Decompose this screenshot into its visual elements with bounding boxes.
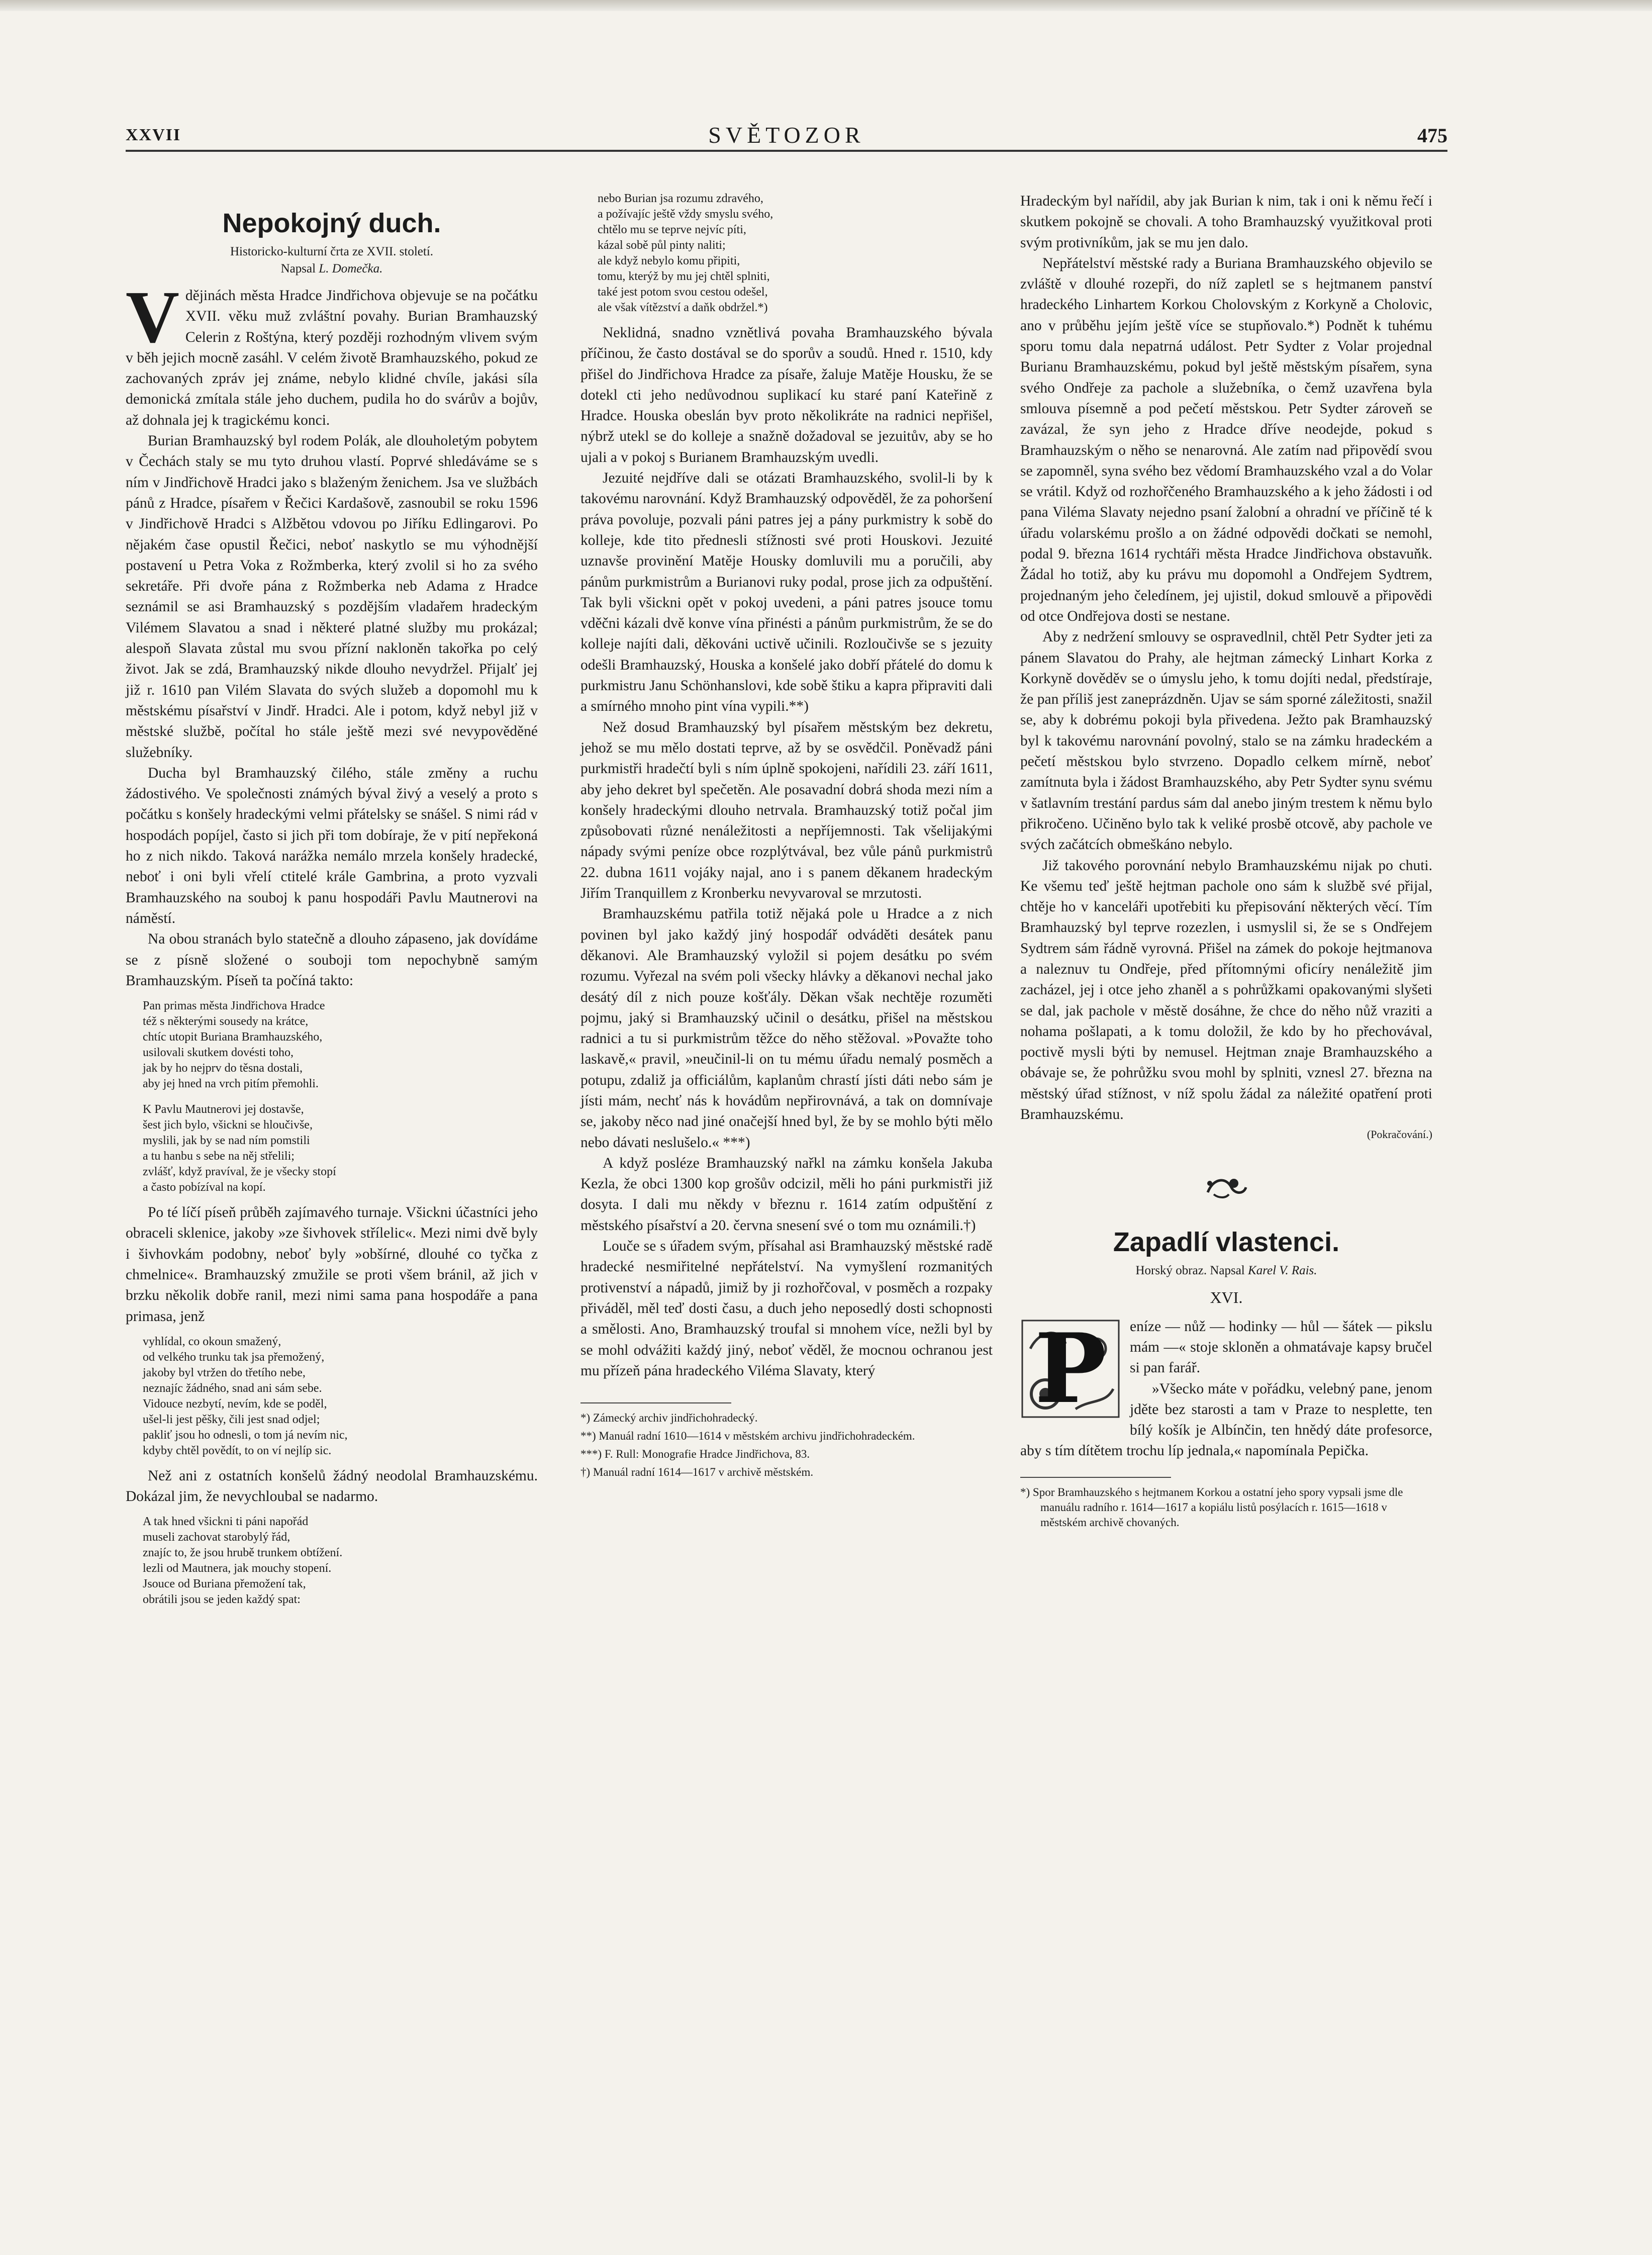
poem-stanza [143,1514,538,1608]
drop-cap: P [1034,1312,1107,1425]
page-number: 475 [1417,124,1447,147]
poem-line: ušel-li jest pěšky, čili jest snad odjel; [143,1413,320,1426]
poem-line: K Pavlu Mautnerovi jej dostavše, [143,1103,304,1116]
poem-line: kdyby chtěl povědít, to on ví nejlíp sic. [143,1444,332,1457]
footnote-rule [580,1402,731,1403]
poem-line: a často pobízíval na kopí. [143,1181,266,1194]
poem-line: Vidouce nezbytí, nevím, kde se poděl, [143,1397,327,1411]
paragraph: Již takového porovnání nebylo Bramhauzskému nijak po chuti. Ke všemu teď ještě hejtman pachole ono sám k službě své přijal, chtěje ho v kanceláři upotřebiti ku přepisování některých věcí. Tím Bramhauzský byl teprve rozezlen, i usmyslil si, že se s Ondřejem Sydtrem sám řádně vyrovná. Přišel na zámek do pokoje hejtmanova a naleznuv tu Ondřeje, před přítomnými oficíry nenáležitě jim zacházel, jej i otce jeho zhaněl a s pohrůžkami opakovanými slyšeti se dal, jak pachole v městě dosáhne, že chce do něho nůž vraziti a nohama pošlapati, a k tomu doložil, že kdo by ho přechovával, poctivě mysli býti by nemusel. Hejtman znaje Bramhauzského a obávaje se, že pohrůžku svou mohl by splniti, vznesl 27. března na městský úřad stížnost, v níž spolu žádal za náležité opatření proti Bramhauzskému. [1020,857,1432,1123]
paragraph: Jezuité nejdříve dali se otázati Bramhauzského, svolil-li by k takovému narovnání. Když Bramhauzský odpověděl, že za pohoršení práva povoluje, pozvali páni patres jej a pány purkmistry k sobě do kolleje, kde tito přednesli stížnosti své proti Houskovi. Jezuité uznavše provinění Matěje Housky domluvili mu a poručili, aby pánům purkmistrům a Burianovi ruky podal, prose jich za odpuštění. Tak byli všickni opět v pokoj uvedeni, a páni patres jsouce tomu vděčni kázali dvě konve vína přinésti a pánům purkmistrům, že se do kolleje najíti dali, děkováni uctivě učinili. Rozloučivše se s jezuity odešli Bramhauzský, Houska a konšelé jako dobří přátelé do domu k purkmistru Janu Schönhanslovi, kde sobě štiku a kapra připraviti dali a smírného mnoho pint vína vypili.**) [580,470,993,715]
paragraph-text: eníze — nůž — hodinky — hůl — šátek — pikslu mám —« stoje skloněn a ohmatávaje kapsy bručel si pan farář. [1130,1318,1432,1376]
poem-line: také jest potom svou cestou odešel, [598,286,768,299]
poem-line: Pan primas města Jindřichova Hradce [143,999,325,1013]
poem-line: aby jej hned na vrch pitím přemohli. [143,1077,319,1091]
author-prefix: Horský obraz. Napsal [1135,1264,1245,1278]
poem-line: kázal sobě půl pinty naliti; [598,239,726,252]
poem-stanza [143,1334,538,1459]
poem-line: vyhlídal, co okoun smažený, [143,1335,281,1348]
poem-line: znajíc to, že jsou hrubě trunkem obtížení. [143,1546,343,1560]
journal-title: SVĚTOZOR [708,122,865,148]
poem-line: jakoby byl vtržen do třetího nebe, [143,1366,306,1379]
poem-line: usilovali skutkem dovésti toho, [143,1046,294,1060]
paragraph: Na obou stranách bylo statečně a dlouho zápaseno, jak dovídáme se z písně složené o souboji tom nepochybně samým Bramhauzským. Píseň ta počíná takto: [126,931,538,989]
paragraph [126,276,538,431]
poem-line: tomu, kterýž by mu jej chtěl splniti, [598,270,770,283]
poem-line: A tak hned všickni ti páni napořád [143,1515,309,1529]
poem-line: zvlášť, když pravíval, že je všecky stopí [143,1165,336,1179]
paragraph-text: dějinách města Hradce Jindřichova objevuje se na počátku XVII. věku muž zvláštní povahy. Burian Bramhauzský Celerin z Roštýna, který později rozhodným vlivem svým v běh jejich mocně zasáhl. V celém životě Bramhauzského, pokud ze zachovaných zpráv jej známe, nebylo klidné chvíle, jakási síla demonická zmítala stále jeho duchem, pudila ho do svárův a bojův, až dohnala jej k tragickému konci. [126,288,538,428]
paragraph: Než ani z ostatních konšelů žádný neodolal Bramhauzskému. Dokázal jim, že nevychloubal se nadarmo. [126,1467,538,1505]
paragraph: Hradeckým byl nařídil, aby jak Burian k nim, tak i oni k němu řečí i skutkem pokojně se chovali. A toho Bramhauzský využitkoval proti svým protivníkům, jak se mu jen dalo. [1020,193,1432,251]
poem-line: museli zachovat starobylý řád, [143,1531,290,1544]
paragraph: A když posléze Bramhauzský nařkl na zámku konšela Jakuba Kezla, že obci 1300 kop grošův odcizil, měli ho páni purkmistři již dosyta. I dali mu někdy v březnu r. 1614 zatím odpuštění z městského písařství a 20. června snesení své o tom mu oznámili.†) [580,1155,993,1234]
paragraph: Louče se s úřadem svým, přísahal asi Bramhauzský městské radě hradecké nesmiřitelné nepřátelství. Na vymyšlení rozmanitých protivenství a nápadů, jimiž by ji rozhořčoval, v posměch a rozpaky přiváděl, měl teď dosti času, a duch jeho neposedlý dosti schopnosti a smělosti. Ano, Bramhauzský troufal si mnohem více, nežli byl by se mohl odvážiti každý jiný, neboť věděl, že mocnou ochranou jest mu přízeň pána hradeckého Viléma Slavaty, který [580,1238,993,1379]
footnote: †) Manuál radní 1614—1617 v archivě městském. [580,1466,814,1479]
column-1 [126,191,538,1615]
poem-stanza [143,998,538,1195]
drop-cap: V [126,276,179,358]
author-prefix: Napsal [280,262,316,275]
paragraph: Burian Bramhauzský byl rodem Polák, ale dlouholetým pobytem v Čechách staly se mu tyto druhou vlastí. Poprvé shledáváme se s ním v Jindřichově Hradci jako s blaženým ženichem. Jsa ve službách pánů z Hradce, písařem v Řečici Kardašově, zasnoubil se roku 1596 v Jindřichově Hradci s Alžbětou vdovou po Jiříku Edlingarovi. Po nějakém čase opustil Řečici, neboť naskytlo se mu výhodnější postavení u Petra Voka z Rožmberka, který zvolil si ho za svého sekretáře. Při dvoře pána z Rožmberka neb Adama z Hradce seznámil se asi Bramhauzský s pozdějším vladařem hradeckým Vilémem Slavatou a snad i některé platné služby mu prokázal; alespoň Slavata zůstal mu svou přízní nakloněn takořka po celý život. Jak se zdá, Bramhauzský nikde dlouho nevydržel. Přijalť jej již r. 1610 pan Vilém Slavata do svých služeb a dopomohl mu k městskému písařství v Jindř. Hradci. Ale i potom, když nebyl již v městské službě, počítal ho stále ještě mezi své nevypověděné služebníky. [126,433,538,761]
poem-line: šest jich bylo, všickni se hloučivše, [143,1118,313,1132]
running-header [126,117,1447,152]
paragraph: Ducha byl Bramhauzský čilého, stále změny a ruchu žádostivého. Ve společnosti známých býval živý a veselý a proto s počátku s konšely hradeckými velmi přátelsky se snášel. S nimi rád v hospodách popíjel, často si jich při tom dobíraje, že v pití nepřekoná ho z nich nikdo. Taková narážka nemálo mrzela konšely hradecké, neboť i oni byli vřelí ctitelé krále Gambrina, a proto vyzvali Bramhauzského na souboj k panu hospodáři Pavlu Mautnerovi na náměstí. [126,765,538,926]
article-author [126,260,538,277]
author-name: Karel V. Rais. [1248,1264,1317,1278]
poem-line: též s některými sousedy na krátce, [143,1015,309,1028]
footnote-rule [1020,1477,1171,1478]
poem-line: od velkého trunku tak jsa přemožený, [143,1350,325,1364]
poem-line: a tu hanbu s sebe na něj střelili; [143,1150,295,1163]
footnote: *) Spor Bramhauzského s hejtmanem Korkou a ostatní jeho spory vypsali jsme dle manuálu radního r. 1614—1617 a kopiálu listů posýlacích r. 1615—1618 v městském archivě chovaných. [1020,1485,1403,1529]
author-name: L. Domečka. [319,262,383,275]
section-number: XVI. [1210,1288,1243,1307]
poem-line: neznajíc žádného, snad ani sám sebe. [143,1381,322,1395]
poem-line: lezli od Mautnera, jak mouchy stopení. [143,1562,332,1575]
poem-line: pakliť jsou ho odnesli, o tom já nevím nic, [143,1428,348,1442]
article-title: Nepokojný duch. [222,208,441,238]
paragraph: Než dosud Bramhauzský byl písařem městským bez dekretu, jehož se mu mělo dostati teprve, až by se osvědčil. Poněvadž páni purkmistři hradečtí byli s ním úplně spokojeni, nařídili 23. září 1611, aby jeho dekret byl spečetěn. Ale posavadní dobrá shoda mezi ním a konšely hradeckými dlouho netrvala. Bramhauzský totiž počal jim způsobovati různé nenáležitosti a nepříjemnosti. Tak všelijakými nápady svými peníze obce rozplýtvával, bez vůle pánů purkmistrů 22. dubna 1611 vojáky najal, ano i s panem děkanem hradeckým Jiřím Tranquillem z Kronberku nevyvaroval se mrzutosti. [580,719,993,902]
poem-line: Jsouce od Buriana přemožení tak, [143,1577,306,1591]
volume-number: XXVII [126,126,181,144]
poem-line: jak by ho nejprv do těsna dostali, [143,1062,303,1075]
poem-line: chtělo mu se teprve nejvíc píti, [598,223,746,236]
footnote: ***) F. Rull: Monografie Hradce Jindřichova, 83. [580,1448,810,1461]
poem-stanza [598,191,993,316]
article-author [1020,1262,1432,1279]
poem-line: chtíc utopit Buriana Bramhauzského, [143,1030,323,1044]
poem-line: myslili, jak by se nad ním pomstili [143,1134,310,1148]
ornament-icon [1020,1172,1432,1210]
poem-line: nebo Burian jsa rozumu zdravého, [598,192,763,205]
footnote: **) Manuál radní 1610—1614 v městském archivu jindřichohradeckém. [580,1430,915,1443]
scan-edge [0,0,1652,11]
continuation-note: (Pokračování.) [1367,1128,1432,1141]
decorated-initial [1020,1312,1121,1425]
poem-line: ale však vítězství a daňk obdržel.*) [598,301,768,314]
column-2 [580,191,993,1483]
article-title: Zapadlí vlastenci. [1113,1227,1340,1258]
poem-line: obrátili jsou se jeden každý spat: [143,1593,301,1607]
poem-line: a požívajíc ještě vždy smyslu svého, [598,208,773,221]
footnote: *) Zámecký archiv jindřichohradecký. [580,1412,758,1425]
paragraph: Nepřátelství městské rady a Buriana Bramhauzského objevilo se zvláště v dlouhé rozepři, do níž zapletl se s hejtmanem panství hradeckého Linhartem Korkou Cholovským z Korkyně a Cholovic, ano v průběhu jejím ještě více se stupňovalo.*) Podnět k tuhému sporu tomu dala nepatrná událost. Petr Sydter z Volar projednal Burianu Bramhauzskému, pokud byl ještě městským písařem, syna svého Ondřeje za pachole a služebníka, o čemž uzavřena byla smlouva písemně a pod pečetí městskou. Petr Sydter zároveň se zavázal, že syn jeho z Hradce dříve neodejde, pokud s Bramhauzským o něho se nenarovná. Ale zatím nad připovědí svou se zapomněl, syna svého bez vědomí Bramhauzského vzal a do Volar se vrátil. Když od rozhořčeného Bramhauzského a k jeho žádosti i od pana Viléma Slavaty nejedno psaní žalobní a ohradní ve příčině té k úřadu volarskému prošlo a on žádné odpovědi dočkati se nemohl, podal 9. března 1614 rychtáři města Hradce Jindřichova obstavuňk. Žádal ho totiž, aby ku právu mu dopomohl a Ondřejem Sydtrem, projednaným jeho čeledínem, jej ujistil, dokud smlouvě a připovědi od otce Ondřejova dosti se nestane. [1020,255,1432,624]
paragraph: »Všecko máte v pořádku, velebný pane, jenom jděte bez starosti a tam v Praze to nesplette, ten bílý košík je Albínčin, ten hnědý dáte profesorce, aby s tím dítětem trochu líp jednala,« napomínala Pepička. [1020,1380,1432,1459]
paragraph: Neklidná, snadno vznětlivá povaha Bramhauzského bývala příčinou, že často dostával se do sporův a soudů. Hned r. 1510, kdy přišel do Jindřichova Hradce za písaře, žaluje Matěje Housku, že se dotekl cti jeho nedůvodnou suplikací ku staré paní Kateřině z Hradce. Houska obeslán byv proto několikráte na radnici nepřišel, nýbrž utekl se do kolleje a snažně dožadoval se jezuitův, aby se ho ujali a v pokoj s Burianem Bramhauzským uvedli. [580,325,993,465]
paragraph: Bramhauzskému patřila totiž nějaká pole u Hradce a z nich povinen byl jako každý jiný hospodář odváděti desátek panu děkanovi. Ale Bramhauzský vyložil si pojem desátku po svém rozumu. Vyřezal na svém poli všecky hlávky a děkanovi nechal jako desátý díl z nich pouze košťály. Děkan však nechtěje rozuměti pojmu, jaký si Bramhauzský učinil o desátku, přišel na městskou radnici a tu si purkmistrům těžce do něho stěžoval. »Považte toho laskavě,« pravil, »neučinil-li on tu mému úřadu nemalý posměch a potupu, zdaliž ja officiálům, kaplanům chrastí jísti dáti nebo sám je jísti mám, nechť nás k hovádům nepřirovnává, a tak on domnívaje se, jakoby něco nad jiné onačejší hned byl, že by se mohlo býti mělo nebo dávati neslušelo.« ***) [580,906,993,1151]
paragraph: Po té líčí píseň průběh zajímavého turnaje. Všickni účastníci jeho obraceli sklenice, jakoby »ze šivhovek střílelic«. Mezi nimi dvě byly i šivhovkám podobny, neboť byly »obšírné, dlouhé co tyčka z chmelnice«. Bramhauzský zmužile se proti všem bránil, až jich v brzku několik dobře ranil, mezi nimi sama pana hospodáře a pana primasa, jenž [126,1204,538,1325]
column-3 [1020,191,1432,1533]
article-subtitle: Historicko-kulturní črta ze XVII. století. [230,245,434,258]
poem-line: ale když nebylo komu připiti, [598,254,740,267]
paragraph: Aby z nedržení smlouvy se ospravedlnil, chtěl Petr Sydter jeti za pánem Slavatou do Prahy, ale hejtman zámecký Linhart Korka z Korkyně dověděv se o úmyslu jeho, k tomu dojíti nedal, předstíraje, že pan příliš jest zaneprázdněn. Ujav se sám sporné záležitosti, snažil se, aby k dobrému pokoji byla přivedena. Ježto pak Bramhauzský byl k takovému narovnání povolný, stalo se na zámku hradeckém a pečetí městskou bylo stvrzeno. Dopadlo celkem mírně, neboť zamítnuta byla i žádost Bramhauzského, aby Petr Sydter synu svému v šatlavním trestání pardus sám dal anebo jiným trestem k němu bylo přikročeno. Učiněno bylo tak k veliké prosbě otcově, aby pachole ve svých začátcích obmeškáno nebylo. [1020,629,1432,853]
header-rule [126,150,1447,152]
